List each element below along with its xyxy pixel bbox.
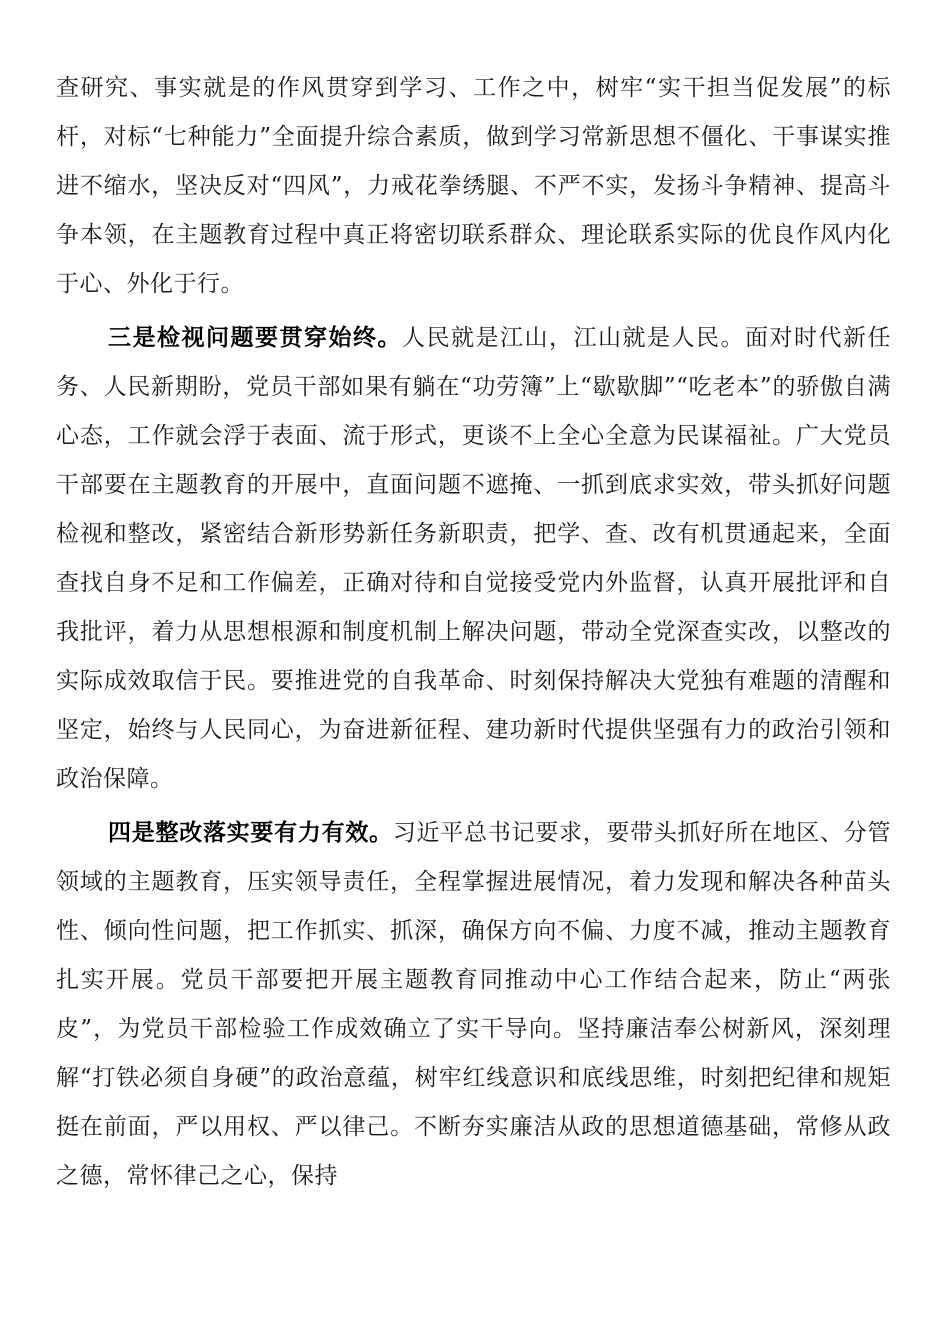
paragraph-text: 人民就是江山，江山就是人民。面对时代新任务、人民新期盼，党员干部如果有躺在“功劳簿”上“歇歇脚”“吃老本”的骄傲自满心态，工作就会浮于表面、流于形式，更谈不上全心全意为民谋福祉。广大党员干部要在主题教育的开展中，直面问题不遮掩、一抓到底求实效，带头抓好问题检视和整改，紧密结合新形势新任务新职责，把学、查、改有机贯通起来，全面查找自身不足和工作偏差，正确对待和自觉接受党内外监督，认真开展批评和自我批评，着力从思想根源和制度机制上解决问题，带动全党深查实改，以整改的实际成效取信于民。要推进党的自我革命、时刻保持解决大党独有难题的清醒和坚定，始终与人民同心，为奋进新征程、建功新时代提供坚强有力的政治引领和政治保障。	[56, 325, 891, 792]
document-body	[56, 64, 891, 1201]
paragraph-three	[56, 313, 891, 804]
paragraph-continuation	[56, 64, 891, 309]
paragraph-text: 查研究、事实就是的作风贯穿到学习、工作之中，树牢“实干担当促发展”的标杆，对标“七种能力”全面提升综合素质，做到学习常新思想不僵化、干事谋实推进不缩水，坚决反对“四风”，力戒花拳绣腿、不严不实，发扬斗争精神、提高斗争本领，在主题教育过程中真正将密切联系群众、理论联系实际的优良作风内化于心、外化于行。	[56, 75, 891, 297]
paragraph-text: 习近平总书记要求，要带头抓好所在地区、分管领域的主题教育，压实领导责任，全程掌握进展情况，着力发现和解决各种苗头性、倾向性问题，把工作抓实、抓深，确保方向不偏、力度不减，推动主题教育扎实开展。党员干部要把开展主题教育同推动中心工作结合起来，防止“两张皮”，为党员干部检验工作成效确立了实干导向。坚持廉洁奉公树新风，深刻理解“打铁必须自身硬”的政治意蕴，树牢红线意识和底线思维，时刻把纪律和规矩挺在前面，严以用权、严以律己。不断夯实廉洁从政的思想道德基础，常修从政之德，常怀律己之心，保持	[56, 820, 891, 1189]
paragraph-lead: 三是检视问题要贯穿始终。	[108, 324, 402, 351]
paragraph-lead: 四是整改落实要有力有效。	[108, 819, 393, 846]
paragraph-four	[56, 808, 891, 1201]
